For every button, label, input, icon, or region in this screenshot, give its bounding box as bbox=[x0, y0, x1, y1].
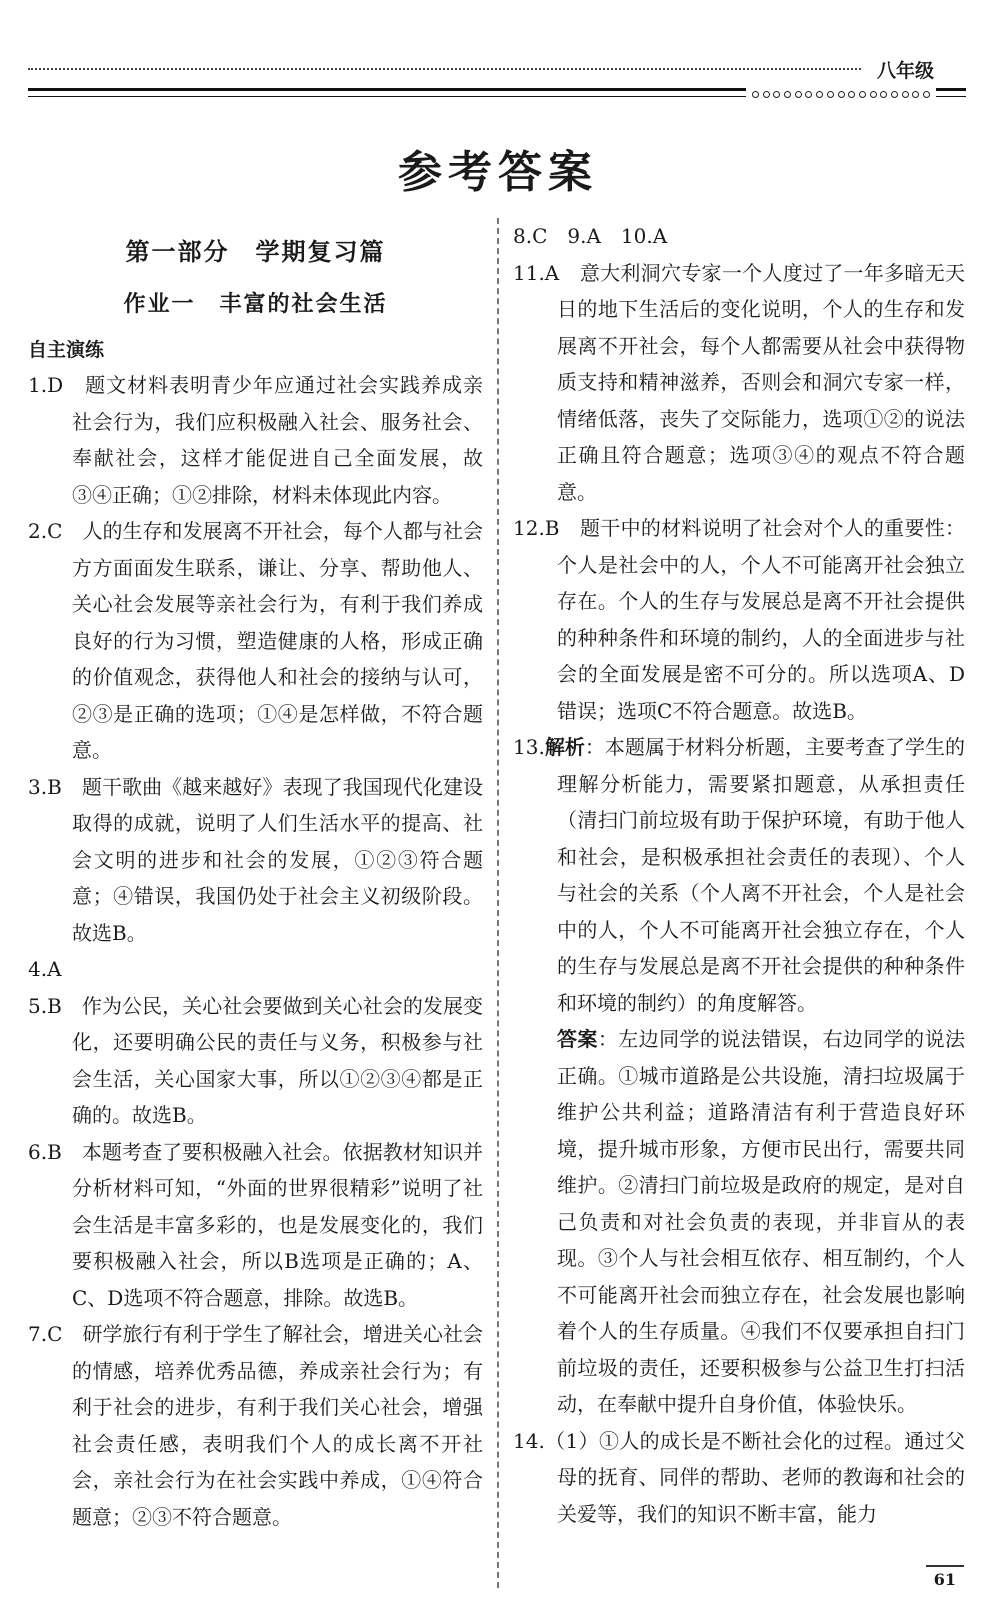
left-column bbox=[28, 228, 483, 1535]
answer-13-answer bbox=[513, 1021, 965, 1423]
answer-item-14: 14.（1）①人的成长是不断社会化的过程。通过父母的抚育、同伴的帮助、老师的教诲和社会的关爱等，我们的知识不断丰富，能力 bbox=[513, 1428, 965, 1526]
answer-item-11: 11.A 意大利洞穴专家一个人度过了一年多暗无天日的地下生活后的变化说明，个人的生存和发展离不开社会，每个人都需要从社会中获得物质支持和精神滋养，否则会和洞穴专家一样，情绪低落，丧失了交际能力，选项①②的说法正确且符合题意；选项③④的观点不符合题意。 bbox=[513, 260, 965, 504]
header-dotted-line bbox=[28, 68, 861, 70]
answer-item-5: 5.B 作为公民，关心社会要做到关心社会的发展变化，还要明确公民的责任与义务，积极参与社会生活，关心国家大事，所以①②③④都是正确的。故选B。 bbox=[28, 993, 483, 1127]
answer-item-6: 6.B 本题考查了要积极融入社会。依据教材知识并分析材料可知，“外面的世界很精彩”说明了社会生活是丰富多彩的，也是发展变化的，我们要积极融入社会，所以B选项是正确的；A、C、D选项不符合题意，排除。故选B。 bbox=[28, 1139, 483, 1310]
page-number: 61 bbox=[926, 1565, 964, 1592]
homework-title: 作业一 丰富的社会生活 bbox=[123, 291, 388, 317]
grade-label: 八年级 bbox=[876, 60, 934, 82]
analysis-label: 解析 bbox=[544, 735, 585, 759]
answer-label: 答案 bbox=[557, 1027, 598, 1051]
answer-item-1: 1.D 题文材料表明青少年应通过社会实践养成亲社会行为，我们应积极融入社会、服务社会、奉献社会，这样才能促进自己全面发展，故③④正确；①②排除，材料未体现此内容。 bbox=[28, 373, 483, 507]
answer-item-8-10: 8.C 9.A 10.A bbox=[513, 224, 668, 248]
page-title: 参考答案 bbox=[398, 147, 598, 198]
answer-text: ：左边同学的说法错误，右边同学的说法正确。①城市道路是公共设施，清扫垃圾属于维护公共利益；道路清洁有利于营造良好环境，提升城市形象，方便市民出行，需要共同维护。②清扫门前垃圾是政府的规定，是对自己负责和对社会负责的表现，并非盲从的表现。③个人与社会相互依存、相互制约，个人不可能离开社会而独立存在，社会发展也影响着个人的生存质量。④我们不仅要承担自扫门前垃圾的责任，还要积极参与公益卫生打扫活动，在奉献中提升自身价值，体验快乐。 bbox=[557, 1027, 966, 1416]
answer-item-12: 12.B 题干中的材料说明了社会对个人的重要性：个人是社会中的人，个人不可能离开社会独立存在。个人的生存与发展总是离不开社会提供的种种条件和环境的制约，人的全面进步与社会的全面发展是密不可分的。所以选项A、D错误；选项C不符合题意。故选B。 bbox=[513, 516, 965, 723]
column-divider bbox=[497, 218, 499, 1588]
section-label: 自主演练 bbox=[28, 339, 105, 361]
answer-item-3: 3.B 题干歌曲《越来越好》表现了我国现代化建设取得的成就，说明了人们生活水平的提高、社会文明的进步和社会的发展，①②③符合题意；④错误，我国仍处于社会主义初级阶段。故选B。 bbox=[28, 774, 483, 945]
header-ornament bbox=[746, 86, 936, 102]
answer-item-7: 7.C 研学旅行有利于学生了解社会，增进关心社会的情感，培养优秀品德，养成亲社会行为；有利于社会的进步，有利于我们关心社会，增强社会责任感，表明我们个人的成长离不开社会，亲社会行为在社会实践中养成，①④符合题意；②③不符合题意。 bbox=[28, 1322, 483, 1529]
answer-item-4: 4.A bbox=[28, 957, 62, 981]
answer-item-2: 2.C 人的生存和发展离不开社会，每个人都与社会方方面面发生联系，谦让、分享、帮助他人、关心社会发展等亲社会行为，有利于我们养成良好的行为习惯，塑造健康的人格，形成正确的价值观念，获得他人和社会的接纳与认可，②③是正确的选项；①④是怎样做，不符合题意。 bbox=[28, 519, 483, 762]
part-title: 第一部分 学期复习篇 bbox=[125, 238, 386, 266]
right-column bbox=[513, 218, 965, 1532]
answer-item-13 bbox=[513, 729, 965, 1021]
item-13-number: 13. bbox=[513, 735, 545, 759]
page-header bbox=[28, 38, 966, 108]
analysis-text: ：本题属于材料分析题，主要考查了学生的理解分析能力，需要紧扣题意，从承担责任（清扫门前垃圾有助于保护环境，有助于他人和社会，是积极承担社会责任的表现）、个人与社会的关系（个人离不开社会，个人是社会中的人，个人不可能离开社会独立存在，个人的生存与发展总是离不开社会提供的种种条件和环境的制约）的角度解答。 bbox=[557, 735, 966, 1015]
